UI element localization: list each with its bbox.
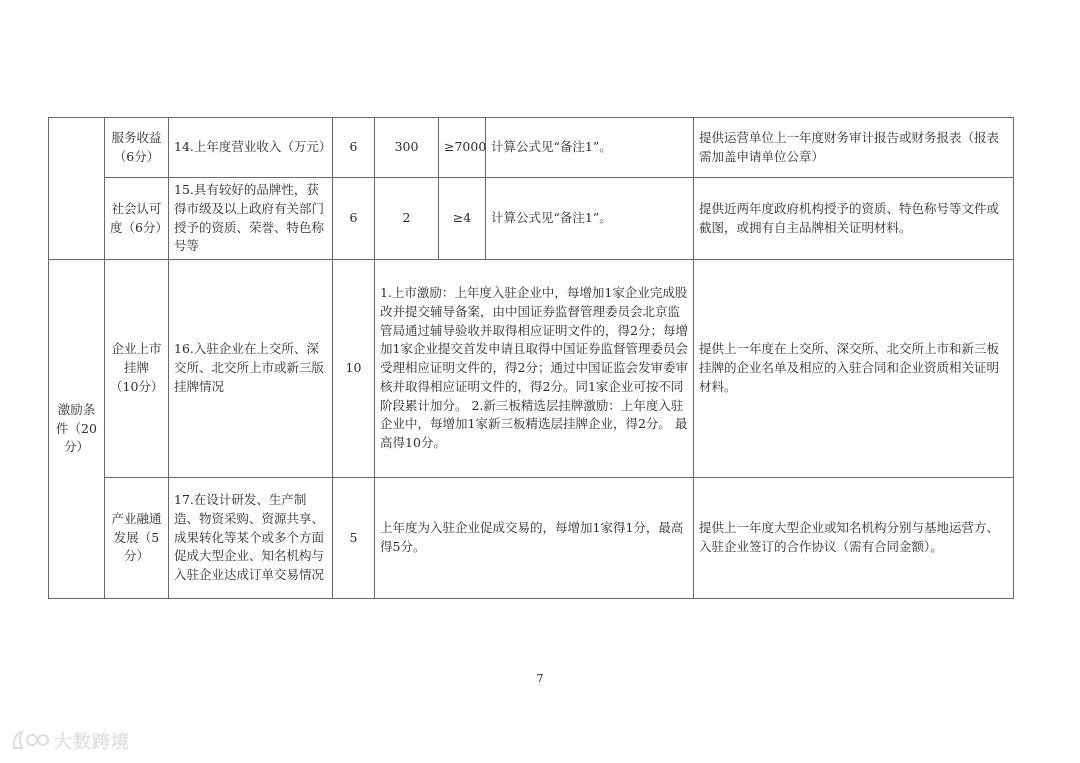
watermark bbox=[10, 728, 130, 754]
method-cell: 上年度为入驻企业促成交易的，每增加1家得1分，最高得5分。 bbox=[375, 478, 694, 599]
table-row bbox=[49, 260, 1014, 478]
category-cell bbox=[49, 118, 105, 260]
item-cell: 17.在设计研发、生产制造、物资采购、资源共享、成果转化等某个或多个方面促成大型企业、知名机构与入驻企业达成订单交易情况 bbox=[169, 478, 333, 599]
method-cell: 1.上市激励：上年度入驻企业中，每增加1家企业完成股改并提交辅导备案，由中国证券监督管理委员会北京监管局通过辅导验收并取得相应证明文件的，得2分；每增加1家企业提交首发申请且取得中国证券监督管理委员会受理相应证明文件的，得2分；通过中国证监会发审委审核并取得相应证明文件的，得2分。同1家企业可按不同阶段累计加分。 2.新三板精选层挂牌激励：上年度入驻企业中，每增加1家新三板精选层挂牌企业，得2分。 最高得10分。 bbox=[375, 260, 694, 478]
target-value-cell: ≥4 bbox=[439, 178, 486, 260]
subcategory-cell: 企业上市挂牌（10分） bbox=[105, 260, 169, 478]
table-row bbox=[49, 178, 1014, 260]
table-row bbox=[49, 118, 1014, 178]
method-cell: 计算公式见“备注1”。 bbox=[486, 118, 694, 178]
watermark-text: 大数跨境 bbox=[54, 732, 130, 753]
base-value-cell: 300 bbox=[375, 118, 439, 178]
score-cell: 10 bbox=[333, 260, 375, 478]
table-row bbox=[49, 478, 1014, 599]
target-value-cell: ≥7000 bbox=[439, 118, 486, 178]
item-cell: 14.上年度营业收入（万元） bbox=[169, 118, 333, 178]
material-cell: 提供上一年度大型企业或知名机构分别与基地运营方、入驻企业签订的合作协议（需有合同金额）。 bbox=[694, 478, 1014, 599]
material-cell: 提供运营单位上一年度财务审计报告或财务报表（报表需加盖申请单位公章） bbox=[694, 118, 1014, 178]
method-cell: 计算公式见“备注1”。 bbox=[486, 178, 694, 260]
subcategory-cell: 服务收益（6分） bbox=[105, 118, 169, 178]
subcategory-cell: 社会认可度（6分） bbox=[105, 178, 169, 260]
item-cell: 16.入驻企业在上交所、深交所、北交所上市或新三版挂牌情况 bbox=[169, 260, 333, 478]
material-cell: 提供近两年度政府机构授予的资质、特色称号等文件或截图，或拥有自主品牌相关证明材料。 bbox=[694, 178, 1014, 260]
base-value-cell: 2 bbox=[375, 178, 439, 260]
item-cell: 15.具有较好的品牌性，获得市级及以上政府有关部门授予的资质、荣誉、特色称号等 bbox=[169, 178, 333, 260]
watermark-logo-icon bbox=[10, 728, 50, 754]
evaluation-table bbox=[48, 117, 1014, 599]
score-cell: 5 bbox=[333, 478, 375, 599]
material-cell: 提供上一年度在上交所、深交所、北交所上市和新三板挂牌的企业名单及相应的入驻合同和企业资质相关证明材料。 bbox=[694, 260, 1014, 478]
score-cell: 6 bbox=[333, 118, 375, 178]
category-cell: 激励条件（20分） bbox=[49, 260, 105, 599]
page-number: 7 bbox=[536, 672, 544, 685]
score-cell: 6 bbox=[333, 178, 375, 260]
subcategory-cell: 产业融通发展（5分） bbox=[105, 478, 169, 599]
